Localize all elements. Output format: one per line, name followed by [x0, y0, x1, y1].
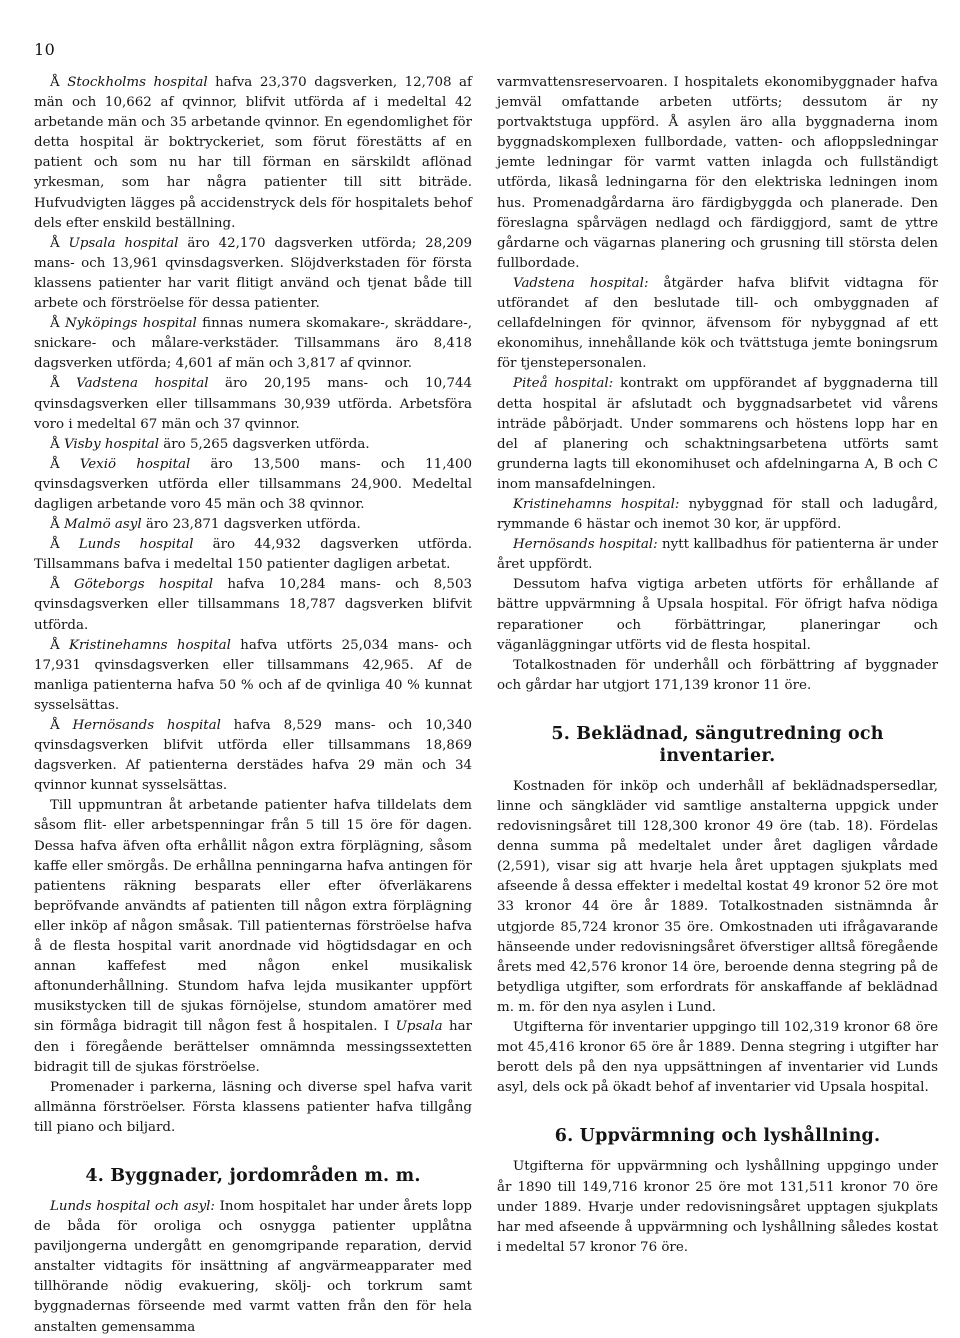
- paragraph: varmvattensreservoaren. I hospitalets ekonomibyggnader hafva jemväl omfattande arbeten utförts; dessutom är ny portvaktstuga uppförd. Å asylen äro alla byggnaderna inom byggnadskomplexen fullbordade, vatten- och afloppsledningar jemte ledningar för varmt vatten inlagda och fullständigt utförda, likaså ledningarna för den elektriska ledningen inom hus. Promenadgårdarna äro färdigbyggda och planerade. Den föreslagna spårvägen nedlagd och färdiggjord, samt de yttre gårdarne och vägarnas planering och grusning till största delen fullbordade.: [497, 75, 938, 271]
- paragraph: Å Malmö asyl äro 23,871 dagsverken utförda.: [50, 517, 361, 533]
- paragraph: Å Nyköpings hospital finnas numera skomakare-, skräddare-, snickare- och målare-verkstäder. Tillsammans äro 8,418 dagsverken utförda; 4,601 af män och 3,817 af qvinnor.: [34, 316, 472, 372]
- paragraph: Å Hernösands hospital hafva 8,529 mans- och 10,340 qvinsdagsverken blifvit utförda eller tillsammans 18,869 dagsverken. Af patienterna derstädes hafva 29 män och 34 qvinnor kunnat sysselsättas.: [34, 718, 472, 794]
- paragraph: Kristinehamns hospital: nybyggnad för stall och ladugård, rymmande 6 hästar och inemot 30 kor, är uppförd.: [497, 496, 938, 533]
- left-column: [34, 73, 472, 1338]
- paragraph: Hernösands hospital: nytt kallbadhus för patienterna är under året uppfördt.: [497, 537, 938, 573]
- paragraph: Piteå hospital: kontrakt om uppförandet af byggnaderna till detta hospital är afslutadt och byggnadsarbetet vid vårens inträde påbörjadt. Under sommarens och höstens lopp har en del af planering och schaktningsarbetena utförts samt grunderna lagts till ekonomihuset och afdelningarna A, B och C inom mansafdelningen.: [497, 376, 938, 492]
- paragraph: Promenader i parkerna, läsning och diverse spel hafva varit allmänna förströelser. Första klassens patienter hafva tillgång till piano och biljard.: [34, 1079, 472, 1135]
- paragraph: Lunds hospital och asyl: Inom hospitalet har under årets lopp de båda för oroliga och osnygga patienter upplåtna paviljongerna undergått en genomgripande reparation, dervid anstalter vidtagits för insättning af angvärmeapparater med tillhörande nödig evakuering, skölj- och torkrum samt byggnadernas förseende med varmt vatten från den för hela anstalten gemensamma: [34, 1198, 472, 1335]
- paragraph: Kostnaden för inköp och underhåll af beklädnadspersedlar, linne och sängkläder vid samtlige anstalterna uppgick under redovisningsåret till 128,300 kronor 49 öre (tab. 18). Fördelas denna summa på medeltalet under året dagligen vårdade (2,591), visar sig att hvarje hela året upptagen sjukplats med afseende å dessa effekter i medeltal kostat 49 kronor 52 öre mot 33 kronor 44 öre år 1889. Totalkostnaden sistnämnda år utgjorde 85,724 kronor 35 öre. Omkostnaden uti ifrågavarande hänseende under redovisningsåret öfverstiger alltså föregående årets med 42,576 kronor 14 öre, beroende denna stegring på de betydliga utgifter, som erfordrats för anskaffande af beklädnad m. m. för den nya asylen i Lund.: [497, 778, 938, 1015]
- paragraph: Utgifterna för uppvärmning och lyshållning uppgingo under år 1890 till 149,716 kronor 25 öre mot 131,511 kronor 70 öre under 1889. Hvarje under redovisningsåret upptagen sjukplats har med afseende å uppvärmning och lyshållning således kostat i medeltal 57 kronor 76 öre.: [497, 1159, 938, 1255]
- paragraph: Dessutom hafva vigtiga arbeten utförts för erhållande af bättre uppvärmning å Upsala hospital. För öfrigt hafva nödiga reparationer och förbättringar, planeringar och väganläggningar utförts vid de flesta hospital.: [497, 577, 938, 653]
- paragraph: Vadstena hospital: åtgärder hafva blifvit vidtagna för utförandet af den beslutade till- och ombyggnaden af cellafdelningen för qvinnor, äfvensom för nybyggnad af ett ekonomihus, innehållande kök och tvättstuga jemte boningsrum för tjenstepersonalen.: [497, 275, 938, 372]
- section-heading: 5. Beklädnad, sängutredning och inventarier.: [551, 723, 884, 766]
- page-number: 10: [34, 40, 56, 59]
- paragraph: Till uppmuntran åt arbetande patienter hafva tilldelats dem såsom flit- eller arbetspenningar från 5 till 15 öre för dagen. Dessa hafva äfven ofta erhållit någon extra förplägning, såsom kaffe eller smörgås. De erhållna penningarna hafva antingen för patientens räkning besparats eller efter öfverläkarens bepröfvande användts af patienten till någon extra förplägning eller inköp af någon småsak. Till patienternas förströelse hafva å de flesta hospital varit anordnade vid högtidsdagar en och annan kaffefest med någon enkel musikalisk aftonunderhållning. Stundom hafva lejda musikanter uppfört musikstycken till de sjukas förnöjelse, stundom amatörer med sin förmåga bidragit till någon fest å hospitalen. I Upsala har den i föregående berättelser omnämnda messingssextetten bidragit till de sjukas förströelse.: [34, 798, 473, 1075]
- paragraph: Utgifterna för inventarier uppgingo till 102,319 kronor 68 öre mot 45,416 kronor 65 öre år 1889. Denna stegring i utgifter har berott dels på den nya uppsättningen af inventarier vid Lunds asyl, dels ock på ökadt behof af inventarier vid Upsala hospital.: [497, 1020, 938, 1096]
- section-heading: 4. Byggnader, jordområden m. m.: [85, 1165, 421, 1186]
- paragraph: Å Vadstena hospital äro 20,195 mans- och 10,744 qvinsdagsverken eller tillsammans 30,939 utförda. Arbetsföra voro i medeltal 67 män och 37 qvinnor.: [34, 376, 473, 432]
- paragraph: Å Visby hospital äro 5,265 dagsverken utförda.: [50, 436, 370, 452]
- paragraph: Å Kristinehamns hospital hafva utförts 25,034 mans- och 17,931 qvinsdagsverken eller tillsammans 42,965. Af de manliga patienterna hafva 50 % och af de qvinliga 40 % kunnat sysselsättas.: [34, 637, 472, 713]
- section-heading: 6. Uppvärmning och lyshållning.: [554, 1126, 881, 1147]
- right-column: [497, 73, 938, 1258]
- paragraph: Å Vexiö hospital äro 13,500 mans- och 11,400 qvinsdagsverken utförda eller tillsammans 24,900. Medeltal dagligen arbetande voro 45 män och 38 qvinnor.: [34, 456, 473, 512]
- paragraph: Totalkostnaden för underhåll och förbättring af byggnader och gårdar har utgjort 171,139 kronor 11 öre.: [497, 657, 938, 693]
- paragraph: Å Upsala hospital äro 42,170 dagsverken utförda; 28,209 mans- och 13,961 qvinsdagsverken. Slöjdverkstaden för första klassens patienter har varit flitigt använd och tjenat både till arbete och förströelse för dessa patienter.: [34, 235, 472, 312]
- paragraph: Å Lunds hospital äro 44,932 dagsverken utförda. Tillsammans bafva i medeltal 150 patienter dagligen arbetat.: [34, 537, 473, 573]
- paragraph: Å Göteborgs hospital hafva 10,284 mans- och 8,503 qvinsdagsverken eller tillsammans 18,787 dagsverken blifvit utförda.: [34, 577, 472, 633]
- paragraph: Å Stockholms hospital hafva 23,370 dagsverken, 12,708 af män och 10,662 af qvinnor, blifvit utförda af i medeltal 42 arbetande män och 35 arbetande qvinnor. En egendomlighet för detta hospital är boktryckeriet, som förut förestätts af en patient och som nu har till förman en särskildt aflönad yrkesman, som har några patienter till sitt biträde. Hufvudvigten lägges på accidenstryck dels för hospitalets behof dels efter enskild beställning.: [34, 75, 472, 231]
